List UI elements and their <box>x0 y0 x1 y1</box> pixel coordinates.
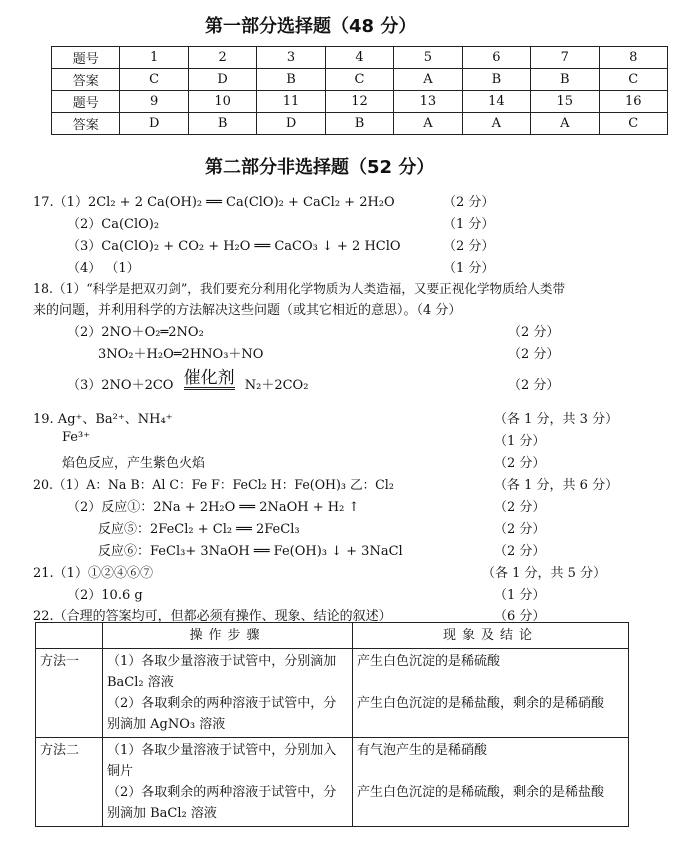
answer-cell: B <box>531 69 599 91</box>
q17-score-2: （1 分） <box>443 217 495 232</box>
q19-line-2: Fe³⁺ <box>62 430 91 445</box>
q20-score-3: （2 分） <box>494 522 546 537</box>
method2-res1: 有气泡产生的是稀硝酸 <box>357 743 488 758</box>
answer-table <box>51 46 668 135</box>
answer-cell: 9 <box>120 91 188 113</box>
answer-cell: B <box>462 69 530 91</box>
answer-row-label: 答案 <box>52 69 120 91</box>
answer-cell: C <box>599 69 668 91</box>
answer-row-label: 答案 <box>52 113 120 135</box>
q18-line-1: 18.（1）“科学是把双刃剑”，我们要充分利用化学物质为人类造福，又要正视化学物质给人类带 <box>33 281 566 296</box>
answer-cell: 15 <box>531 91 599 113</box>
catalyst-label: 催化剂 <box>183 368 235 388</box>
answer-cell: 7 <box>531 47 599 69</box>
method-row-2 <box>36 738 629 827</box>
answer-cell: 1 <box>120 47 188 69</box>
q17-score-4: （1 分） <box>443 261 495 276</box>
answer-cell: 11 <box>257 91 325 113</box>
answer-cell: B <box>188 113 256 135</box>
method2-results <box>353 738 629 827</box>
answer-cell: 13 <box>394 91 462 113</box>
answer-cell: B <box>325 113 393 135</box>
answer-cell: C <box>120 69 188 91</box>
answer-row <box>52 47 668 69</box>
q19-line-1: 19. Ag⁺、Ba²⁺、NH₄⁺ <box>33 412 173 427</box>
answer-cell: 10 <box>188 91 256 113</box>
q18-line-5-right: N₂＋2CO₂ <box>244 378 309 393</box>
answer-cell: 5 <box>394 47 462 69</box>
answer-cell: D <box>257 113 325 135</box>
answer-row-label: 题号 <box>52 91 120 113</box>
method2-step2: （2）各取剩余的两种溶液于试管中，分别滴加 BaCl₂ 溶液 <box>107 785 337 821</box>
q20-line-3: 反应⑤：2FeCl₂ + Cl₂ ══ 2FeCl₃ <box>98 522 300 537</box>
answer-cell: C <box>599 113 668 135</box>
answer-row <box>52 113 668 135</box>
q17-line-3: （3）Ca(ClO)₂ + CO₂ + H₂O ══ CaCO₃ ↓ + 2 HClO <box>67 239 401 254</box>
q19-score-1: （各 1 分，共 3 分） <box>494 412 619 427</box>
answer-cell: 14 <box>462 91 530 113</box>
answer-cell: 4 <box>325 47 393 69</box>
answer-row <box>52 91 668 113</box>
method-row-1 <box>36 649 629 738</box>
answer-cell: A <box>394 69 462 91</box>
answer-cell: 6 <box>462 47 530 69</box>
answer-cell: D <box>188 69 256 91</box>
method1-name: 方法一 <box>36 649 103 738</box>
q18-line-3: （2）2NO＋O₂═2NO₂ <box>67 325 204 340</box>
q22-line-1: 22.（合理的答案均可，但都必须有操作、现象、结论的叙述） <box>33 609 392 624</box>
q20-score-1: （各 1 分，共 6 分） <box>494 478 619 493</box>
q19-line-3: 焰色反应，产生紫色火焰 <box>62 456 206 471</box>
method2-step1: （1）各取少量溶液于试管中，分别加入铜片 <box>107 743 337 779</box>
header-result: 现象及结论 <box>353 623 629 649</box>
method1-step1: （1）各取少量溶液于试管中，分别滴加 BaCl₂ 溶液 <box>107 654 337 690</box>
answer-cell: 3 <box>257 47 325 69</box>
q19-score-3: （2 分） <box>494 456 546 471</box>
q17-line-4: （4） （1） <box>67 261 140 276</box>
answer-cell: D <box>120 113 188 135</box>
q21-score-2: （1 分） <box>494 588 546 603</box>
q18-line-5-left: （3）2NO＋2CO <box>67 378 174 393</box>
q18-line-4: 3NO₂＋H₂O═2HNO₃＋NO <box>98 347 264 362</box>
answer-cell: C <box>325 69 393 91</box>
method1-res1: 产生白色沉淀的是稀硫酸 <box>357 654 501 669</box>
q18-line-5 <box>67 368 309 396</box>
q20-score-2: （2 分） <box>494 500 546 515</box>
method2-name: 方法二 <box>36 738 103 827</box>
header-steps: 操作步骤 <box>103 623 353 649</box>
q18-score-3: （2 分） <box>508 325 560 340</box>
answer-cell: A <box>394 113 462 135</box>
q18-score-4: （2 分） <box>508 347 560 362</box>
answer-cell: 16 <box>599 91 668 113</box>
answer-row-label: 题号 <box>52 47 120 69</box>
q21-line-1: 21.（1）①②④⑥⑦ <box>33 566 153 581</box>
q20-line-1: 20.（1）A：Na B：Al C：Fe F：FeCl₂ H：Fe(OH)₃ 乙：Cl₂ <box>33 477 394 492</box>
answer-cell: A <box>531 113 599 135</box>
method1-steps <box>103 649 353 738</box>
answer-cell: 12 <box>325 91 393 113</box>
q18-line-2: 来的问题，并利用科学的方法解决这些问题（或其它相近的意思）。（4 分） <box>33 303 462 318</box>
q18-score-5: （2 分） <box>508 378 560 393</box>
q22-score-1: （6 分） <box>494 609 546 624</box>
q21-line-2: （2）10.6 g <box>67 588 143 603</box>
part2-title: 第二部分非选择题（52 分） <box>205 157 435 178</box>
part1-title: 第一部分选择题（48 分） <box>205 16 417 37</box>
answer-cell: 8 <box>599 47 668 69</box>
method-table-header <box>36 623 629 649</box>
q20-score-4: （2 分） <box>494 544 546 559</box>
q17-score-3: （2 分） <box>443 239 495 254</box>
answer-row <box>52 69 668 91</box>
q19-score-2: （1 分） <box>494 434 546 449</box>
q17-score-1: （2 分） <box>443 195 495 210</box>
q20-line-4: 反应⑥：FeCl₃+ 3NaOH ══ Fe(OH)₃ ↓ + 3NaCl <box>98 544 403 559</box>
q17-line-2: （2）Ca(ClO)₂ <box>67 217 160 232</box>
q21-score-1: （各 1 分，共 5 分） <box>482 566 607 581</box>
answer-cell: 2 <box>188 47 256 69</box>
method2-res2: 产生白色沉淀的是稀硫酸，剩余的是稀盐酸 <box>357 785 605 800</box>
answer-cell: A <box>462 113 530 135</box>
method1-step2: （2）各取剩余的两种溶液于试管中，分别滴加 AgNO₃ 溶液 <box>107 696 337 732</box>
header-blank <box>36 623 103 649</box>
method1-results <box>353 649 629 738</box>
answer-cell: B <box>257 69 325 91</box>
method-table <box>35 622 629 827</box>
method1-res2: 产生白色沉淀的是稀盐酸，剩余的是稀硝酸 <box>357 696 605 711</box>
q20-line-2: （2）反应①：2Na + 2H₂O ══ 2NaOH + H₂ ↑ <box>67 500 360 515</box>
q17-line-1: 17.（1）2Cl₂ + 2 Ca(OH)₂ ══ Ca(ClO)₂ + CaCl₂ + 2H₂O <box>33 195 395 210</box>
method2-steps <box>103 738 353 827</box>
